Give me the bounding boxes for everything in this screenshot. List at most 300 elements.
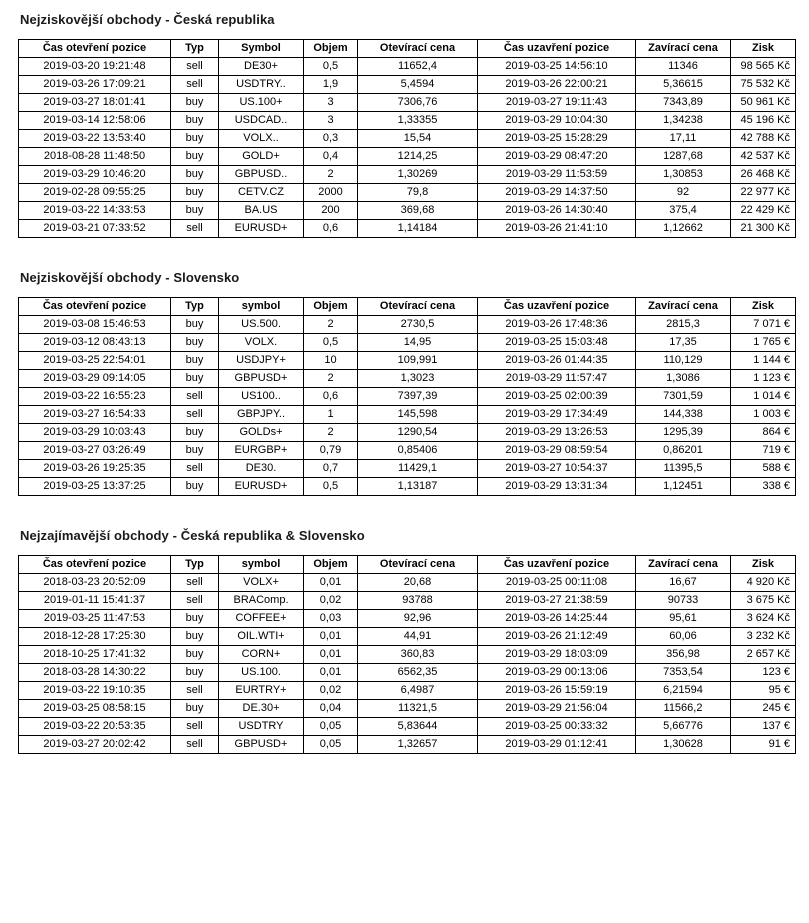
- cell-type: sell: [171, 388, 219, 406]
- table-row: [19, 202, 796, 220]
- table-row: [19, 682, 796, 700]
- cell-volume: 10: [304, 352, 358, 370]
- section-most-interesting-cz-sk: [16, 528, 793, 754]
- cell-open-time: 2018-03-28 14:30:22: [19, 664, 171, 682]
- cell-close-price: 1,34238: [636, 112, 731, 130]
- cell-symbol: DE30+: [219, 58, 304, 76]
- table-header-row: [19, 556, 796, 574]
- cell-close-time: 2019-03-25 14:56:10: [478, 58, 636, 76]
- cell-symbol: US.500.: [219, 316, 304, 334]
- cell-volume: 0,79: [304, 442, 358, 460]
- cell-symbol: USDCAD..: [219, 112, 304, 130]
- cell-type: sell: [171, 76, 219, 94]
- cell-type: sell: [171, 460, 219, 478]
- cell-volume: 1: [304, 406, 358, 424]
- cell-close-price: 90733: [636, 592, 731, 610]
- cell-open-price: 11429,1: [358, 460, 478, 478]
- cell-type: buy: [171, 370, 219, 388]
- cell-close-price: 1295,39: [636, 424, 731, 442]
- cell-open-time: 2018-08-28 11:48:50: [19, 148, 171, 166]
- column-header-symbol: symbol: [219, 298, 304, 316]
- cell-volume: 0,04: [304, 700, 358, 718]
- cell-profit: 588 €: [731, 460, 796, 478]
- cell-open-price: 1214,25: [358, 148, 478, 166]
- column-header-close-time: Čas uzavření pozice: [478, 298, 636, 316]
- column-header-close-time: Čas uzavření pozice: [478, 556, 636, 574]
- cell-profit: 1 144 €: [731, 352, 796, 370]
- cell-close-price: 375,4: [636, 202, 731, 220]
- table-row: [19, 406, 796, 424]
- cell-type: buy: [171, 424, 219, 442]
- cell-close-price: 95,61: [636, 610, 731, 628]
- cell-volume: 0,01: [304, 646, 358, 664]
- cell-type: buy: [171, 334, 219, 352]
- cell-close-time: 2019-03-29 14:37:50: [478, 184, 636, 202]
- cell-open-price: 1,3023: [358, 370, 478, 388]
- cell-open-price: 6562,35: [358, 664, 478, 682]
- table-row: [19, 646, 796, 664]
- cell-close-price: 1,30853: [636, 166, 731, 184]
- cell-volume: 3: [304, 112, 358, 130]
- table-row: [19, 370, 796, 388]
- cell-type: buy: [171, 202, 219, 220]
- cell-symbol: BRAComp.: [219, 592, 304, 610]
- cell-volume: 2: [304, 370, 358, 388]
- cell-volume: 3: [304, 94, 358, 112]
- cell-profit: 2 657 Kč: [731, 646, 796, 664]
- cell-open-price: 79,8: [358, 184, 478, 202]
- table-row: [19, 424, 796, 442]
- cell-open-price: 93788: [358, 592, 478, 610]
- cell-close-time: 2019-03-26 14:25:44: [478, 610, 636, 628]
- cell-symbol: EURUSD+: [219, 478, 304, 496]
- cell-volume: 0,01: [304, 664, 358, 682]
- cell-symbol: EURGBP+: [219, 442, 304, 460]
- cell-profit: 91 €: [731, 736, 796, 754]
- cell-open-time: 2019-03-22 13:53:40: [19, 130, 171, 148]
- cell-symbol: USDJPY+: [219, 352, 304, 370]
- column-header-close-time: Čas uzavření pozice: [478, 40, 636, 58]
- cell-open-price: 109,991: [358, 352, 478, 370]
- cell-open-price: 2730,5: [358, 316, 478, 334]
- table-row: [19, 112, 796, 130]
- cell-close-time: 2019-03-26 21:41:10: [478, 220, 636, 238]
- cell-close-price: 7343,89: [636, 94, 731, 112]
- cell-open-price: 44,91: [358, 628, 478, 646]
- cell-symbol: GOLDs+: [219, 424, 304, 442]
- cell-close-price: 11566,2: [636, 700, 731, 718]
- cell-open-time: 2019-03-20 19:21:48: [19, 58, 171, 76]
- table-header-row: [19, 298, 796, 316]
- table-header-row: [19, 40, 796, 58]
- table-row: [19, 574, 796, 592]
- cell-symbol: US.100.: [219, 664, 304, 682]
- cell-symbol: BA.US: [219, 202, 304, 220]
- column-header-symbol: symbol: [219, 556, 304, 574]
- cell-volume: 0,5: [304, 334, 358, 352]
- cell-open-price: 1290,54: [358, 424, 478, 442]
- column-header-open-price: Otevírací cena: [358, 40, 478, 58]
- cell-close-time: 2019-03-25 00:33:32: [478, 718, 636, 736]
- table-row: [19, 76, 796, 94]
- cell-symbol: OIL.WTI+: [219, 628, 304, 646]
- cell-type: buy: [171, 148, 219, 166]
- cell-open-price: 15,54: [358, 130, 478, 148]
- cell-type: buy: [171, 112, 219, 130]
- cell-profit: 137 €: [731, 718, 796, 736]
- cell-profit: 75 532 Kč: [731, 76, 796, 94]
- cell-open-time: 2019-03-26 17:09:21: [19, 76, 171, 94]
- cell-symbol: GBPUSD+: [219, 736, 304, 754]
- cell-open-time: 2019-03-25 08:58:15: [19, 700, 171, 718]
- cell-close-price: 16,67: [636, 574, 731, 592]
- cell-profit: 98 565 Kč: [731, 58, 796, 76]
- cell-open-time: 2019-03-22 14:33:53: [19, 202, 171, 220]
- cell-symbol: VOLX..: [219, 130, 304, 148]
- cell-close-price: 356,98: [636, 646, 731, 664]
- cell-close-price: 60,06: [636, 628, 731, 646]
- cell-open-price: 5,83644: [358, 718, 478, 736]
- table-row: [19, 316, 796, 334]
- cell-volume: 0,03: [304, 610, 358, 628]
- section-title: Nejziskovější obchody - Česká republika: [20, 12, 275, 27]
- cell-volume: 2000: [304, 184, 358, 202]
- cell-symbol: US.100+: [219, 94, 304, 112]
- cell-profit: 123 €: [731, 664, 796, 682]
- cell-close-time: 2019-03-29 18:03:09: [478, 646, 636, 664]
- cell-profit: 338 €: [731, 478, 796, 496]
- table-row: [19, 334, 796, 352]
- cell-open-time: 2019-02-28 09:55:25: [19, 184, 171, 202]
- table-row: [19, 592, 796, 610]
- column-header-type: Typ: [171, 40, 219, 58]
- cell-type: buy: [171, 628, 219, 646]
- column-header-type: Typ: [171, 556, 219, 574]
- table-row: [19, 184, 796, 202]
- cell-profit: 22 429 Kč: [731, 202, 796, 220]
- cell-open-price: 369,68: [358, 202, 478, 220]
- cell-type: sell: [171, 58, 219, 76]
- cell-close-time: 2019-03-26 14:30:40: [478, 202, 636, 220]
- cell-open-price: 0,85406: [358, 442, 478, 460]
- cell-volume: 0,01: [304, 574, 358, 592]
- cell-close-time: 2019-03-26 21:12:49: [478, 628, 636, 646]
- column-header-volume: Objem: [304, 40, 358, 58]
- cell-volume: 0,5: [304, 58, 358, 76]
- cell-volume: 200: [304, 202, 358, 220]
- cell-open-time: 2019-03-08 15:46:53: [19, 316, 171, 334]
- cell-type: sell: [171, 220, 219, 238]
- cell-open-time: 2019-03-22 19:10:35: [19, 682, 171, 700]
- table-row: [19, 718, 796, 736]
- column-header-open-time: Čas otevření pozice: [19, 556, 171, 574]
- cell-open-price: 1,33355: [358, 112, 478, 130]
- cell-close-price: 0,86201: [636, 442, 731, 460]
- cell-open-price: 14,95: [358, 334, 478, 352]
- cell-close-time: 2019-03-27 19:11:43: [478, 94, 636, 112]
- cell-open-time: 2019-03-12 08:43:13: [19, 334, 171, 352]
- cell-profit: 3 624 Kč: [731, 610, 796, 628]
- cell-close-time: 2019-03-27 10:54:37: [478, 460, 636, 478]
- cell-close-price: 144,338: [636, 406, 731, 424]
- cell-close-time: 2019-03-26 17:48:36: [478, 316, 636, 334]
- cell-symbol: GOLD+: [219, 148, 304, 166]
- cell-close-time: 2019-03-29 11:53:59: [478, 166, 636, 184]
- column-header-close-price: Zavírací cena: [636, 556, 731, 574]
- cell-type: buy: [171, 94, 219, 112]
- cell-open-time: 2019-03-29 10:46:20: [19, 166, 171, 184]
- cell-close-price: 1,3086: [636, 370, 731, 388]
- cell-open-price: 1,32657: [358, 736, 478, 754]
- cell-close-price: 6,21594: [636, 682, 731, 700]
- table-row: [19, 352, 796, 370]
- section-title: Nejzajímavější obchody - Česká republika & Slovensko: [20, 528, 365, 543]
- column-header-close-price: Zavírací cena: [636, 298, 731, 316]
- cell-type: sell: [171, 682, 219, 700]
- cell-profit: 719 €: [731, 442, 796, 460]
- cell-symbol: US100..: [219, 388, 304, 406]
- cell-volume: 0,05: [304, 718, 358, 736]
- cell-symbol: EURTRY+: [219, 682, 304, 700]
- column-header-volume: Objem: [304, 556, 358, 574]
- cell-close-time: 2019-03-25 02:00:39: [478, 388, 636, 406]
- section-spacer: [16, 502, 793, 524]
- cell-open-price: 1,14184: [358, 220, 478, 238]
- trades-table-sk: [18, 297, 796, 496]
- cell-open-time: 2019-03-22 16:55:23: [19, 388, 171, 406]
- cell-close-price: 5,66776: [636, 718, 731, 736]
- cell-open-time: 2019-03-25 13:37:25: [19, 478, 171, 496]
- cell-type: sell: [171, 736, 219, 754]
- table-row: [19, 148, 796, 166]
- table-row: [19, 628, 796, 646]
- table-row: [19, 442, 796, 460]
- cell-volume: 1,9: [304, 76, 358, 94]
- section-title: Nejziskovější obchody - Slovensko: [20, 270, 240, 285]
- cell-volume: 0,01: [304, 628, 358, 646]
- cell-symbol: CETV.CZ: [219, 184, 304, 202]
- cell-type: sell: [171, 574, 219, 592]
- column-header-profit: Zisk: [731, 40, 796, 58]
- cell-volume: 0,02: [304, 592, 358, 610]
- cell-type: sell: [171, 718, 219, 736]
- cell-volume: 0,05: [304, 736, 358, 754]
- cell-open-time: 2019-03-27 16:54:33: [19, 406, 171, 424]
- cell-profit: 50 961 Kč: [731, 94, 796, 112]
- cell-profit: 26 468 Kč: [731, 166, 796, 184]
- cell-profit: 3 675 Kč: [731, 592, 796, 610]
- cell-profit: 21 300 Kč: [731, 220, 796, 238]
- cell-close-price: 1,12451: [636, 478, 731, 496]
- cell-volume: 0,7: [304, 460, 358, 478]
- column-header-open-time: Čas otevření pozice: [19, 40, 171, 58]
- cell-volume: 2: [304, 424, 358, 442]
- cell-profit: 245 €: [731, 700, 796, 718]
- cell-profit: 7 071 €: [731, 316, 796, 334]
- cell-close-time: 2019-03-29 00:13:06: [478, 664, 636, 682]
- cell-close-price: 2815,3: [636, 316, 731, 334]
- cell-type: buy: [171, 130, 219, 148]
- column-header-close-price: Zavírací cena: [636, 40, 731, 58]
- cell-type: buy: [171, 184, 219, 202]
- cell-symbol: COFFEE+: [219, 610, 304, 628]
- cell-close-price: 7353,54: [636, 664, 731, 682]
- cell-open-price: 11652,4: [358, 58, 478, 76]
- cell-close-price: 5,36615: [636, 76, 731, 94]
- cell-symbol: GBPUSD..: [219, 166, 304, 184]
- section-spacer: [16, 244, 793, 266]
- cell-volume: 0,5: [304, 478, 358, 496]
- cell-profit: 45 196 Kč: [731, 112, 796, 130]
- column-header-type: Typ: [171, 298, 219, 316]
- cell-type: sell: [171, 592, 219, 610]
- cell-close-time: 2019-03-29 01:12:41: [478, 736, 636, 754]
- cell-open-time: 2019-03-22 20:53:35: [19, 718, 171, 736]
- cell-close-price: 7301,59: [636, 388, 731, 406]
- table-row: [19, 166, 796, 184]
- cell-symbol: USDTRY..: [219, 76, 304, 94]
- cell-type: buy: [171, 664, 219, 682]
- cell-open-time: 2019-03-25 22:54:01: [19, 352, 171, 370]
- cell-close-price: 11395,5: [636, 460, 731, 478]
- cell-close-time: 2019-03-25 00:11:08: [478, 574, 636, 592]
- section-most-profitable-sk: [16, 270, 793, 496]
- table-row: [19, 58, 796, 76]
- trades-table-cz: [18, 39, 796, 238]
- cell-open-time: 2019-03-29 10:03:43: [19, 424, 171, 442]
- cell-close-price: 17,35: [636, 334, 731, 352]
- table-row: [19, 220, 796, 238]
- cell-open-time: 2019-01-11 15:41:37: [19, 592, 171, 610]
- cell-symbol: DE.30+: [219, 700, 304, 718]
- cell-volume: 0,6: [304, 220, 358, 238]
- cell-symbol: VOLX+: [219, 574, 304, 592]
- cell-profit: 22 977 Kč: [731, 184, 796, 202]
- cell-close-time: 2019-03-26 15:59:19: [478, 682, 636, 700]
- table-row: [19, 700, 796, 718]
- cell-type: buy: [171, 352, 219, 370]
- cell-close-time: 2019-03-27 21:38:59: [478, 592, 636, 610]
- cell-type: buy: [171, 166, 219, 184]
- cell-close-price: 92: [636, 184, 731, 202]
- cell-symbol: EURUSD+: [219, 220, 304, 238]
- cell-close-price: 110,129: [636, 352, 731, 370]
- table-row: [19, 460, 796, 478]
- column-header-profit: Zisk: [731, 298, 796, 316]
- cell-open-price: 20,68: [358, 574, 478, 592]
- cell-close-time: 2019-03-29 13:31:34: [478, 478, 636, 496]
- cell-open-time: 2019-03-26 19:25:35: [19, 460, 171, 478]
- cell-close-price: 1,30628: [636, 736, 731, 754]
- cell-symbol: DE30.: [219, 460, 304, 478]
- cell-close-price: 17,11: [636, 130, 731, 148]
- table-row: [19, 664, 796, 682]
- cell-close-time: 2019-03-29 11:57:47: [478, 370, 636, 388]
- cell-close-time: 2019-03-29 17:34:49: [478, 406, 636, 424]
- cell-open-time: 2019-03-25 11:47:53: [19, 610, 171, 628]
- cell-close-price: 1287,68: [636, 148, 731, 166]
- section-most-profitable-cz: [16, 12, 793, 238]
- cell-profit: 42 788 Kč: [731, 130, 796, 148]
- cell-volume: 0,4: [304, 148, 358, 166]
- cell-volume: 2: [304, 166, 358, 184]
- cell-open-price: 145,598: [358, 406, 478, 424]
- cell-open-price: 5,4594: [358, 76, 478, 94]
- cell-close-time: 2019-03-29 21:56:04: [478, 700, 636, 718]
- table-row: [19, 610, 796, 628]
- cell-type: buy: [171, 478, 219, 496]
- column-header-open-price: Otevírací cena: [358, 556, 478, 574]
- cell-close-time: 2019-03-26 01:44:35: [478, 352, 636, 370]
- cell-open-price: 7306,76: [358, 94, 478, 112]
- cell-close-time: 2019-03-29 08:59:54: [478, 442, 636, 460]
- trades-table-interesting: [18, 555, 796, 754]
- cell-open-price: 7397,39: [358, 388, 478, 406]
- cell-open-time: 2019-03-27 20:02:42: [19, 736, 171, 754]
- cell-open-time: 2019-03-21 07:33:52: [19, 220, 171, 238]
- cell-profit: 1 123 €: [731, 370, 796, 388]
- cell-symbol: GBPUSD+: [219, 370, 304, 388]
- cell-type: buy: [171, 646, 219, 664]
- cell-profit: 42 537 Kč: [731, 148, 796, 166]
- cell-symbol: USDTRY: [219, 718, 304, 736]
- cell-close-time: 2019-03-29 13:26:53: [478, 424, 636, 442]
- cell-close-time: 2019-03-25 15:28:29: [478, 130, 636, 148]
- column-header-open-price: Otevírací cena: [358, 298, 478, 316]
- cell-open-time: 2019-03-27 18:01:41: [19, 94, 171, 112]
- cell-open-time: 2018-10-25 17:41:32: [19, 646, 171, 664]
- cell-volume: 0,6: [304, 388, 358, 406]
- cell-profit: 1 003 €: [731, 406, 796, 424]
- cell-open-time: 2019-03-14 12:58:06: [19, 112, 171, 130]
- cell-profit: 3 232 Kč: [731, 628, 796, 646]
- table-row: [19, 130, 796, 148]
- column-header-volume: Objem: [304, 298, 358, 316]
- cell-symbol: GBPJPY..: [219, 406, 304, 424]
- cell-open-price: 1,30269: [358, 166, 478, 184]
- cell-volume: 2: [304, 316, 358, 334]
- cell-close-time: 2019-03-29 08:47:20: [478, 148, 636, 166]
- cell-close-time: 2019-03-25 15:03:48: [478, 334, 636, 352]
- cell-profit: 95 €: [731, 682, 796, 700]
- cell-profit: 4 920 Kč: [731, 574, 796, 592]
- cell-open-time: 2018-12-28 17:25:30: [19, 628, 171, 646]
- table-row: [19, 736, 796, 754]
- cell-open-price: 11321,5: [358, 700, 478, 718]
- table-row: [19, 478, 796, 496]
- cell-close-time: 2019-03-29 10:04:30: [478, 112, 636, 130]
- cell-profit: 864 €: [731, 424, 796, 442]
- column-header-profit: Zisk: [731, 556, 796, 574]
- cell-symbol: VOLX.: [219, 334, 304, 352]
- cell-close-price: 1,12662: [636, 220, 731, 238]
- cell-profit: 1 765 €: [731, 334, 796, 352]
- cell-open-price: 360,83: [358, 646, 478, 664]
- cell-type: buy: [171, 700, 219, 718]
- cell-open-time: 2018-03-23 20:52:09: [19, 574, 171, 592]
- cell-type: buy: [171, 442, 219, 460]
- cell-close-price: 11346: [636, 58, 731, 76]
- cell-type: buy: [171, 316, 219, 334]
- cell-type: sell: [171, 406, 219, 424]
- cell-open-time: 2019-03-27 03:26:49: [19, 442, 171, 460]
- cell-volume: 0,02: [304, 682, 358, 700]
- column-header-symbol: Symbol: [219, 40, 304, 58]
- cell-open-price: 1,13187: [358, 478, 478, 496]
- cell-close-time: 2019-03-26 22:00:21: [478, 76, 636, 94]
- cell-symbol: CORN+: [219, 646, 304, 664]
- cell-type: buy: [171, 610, 219, 628]
